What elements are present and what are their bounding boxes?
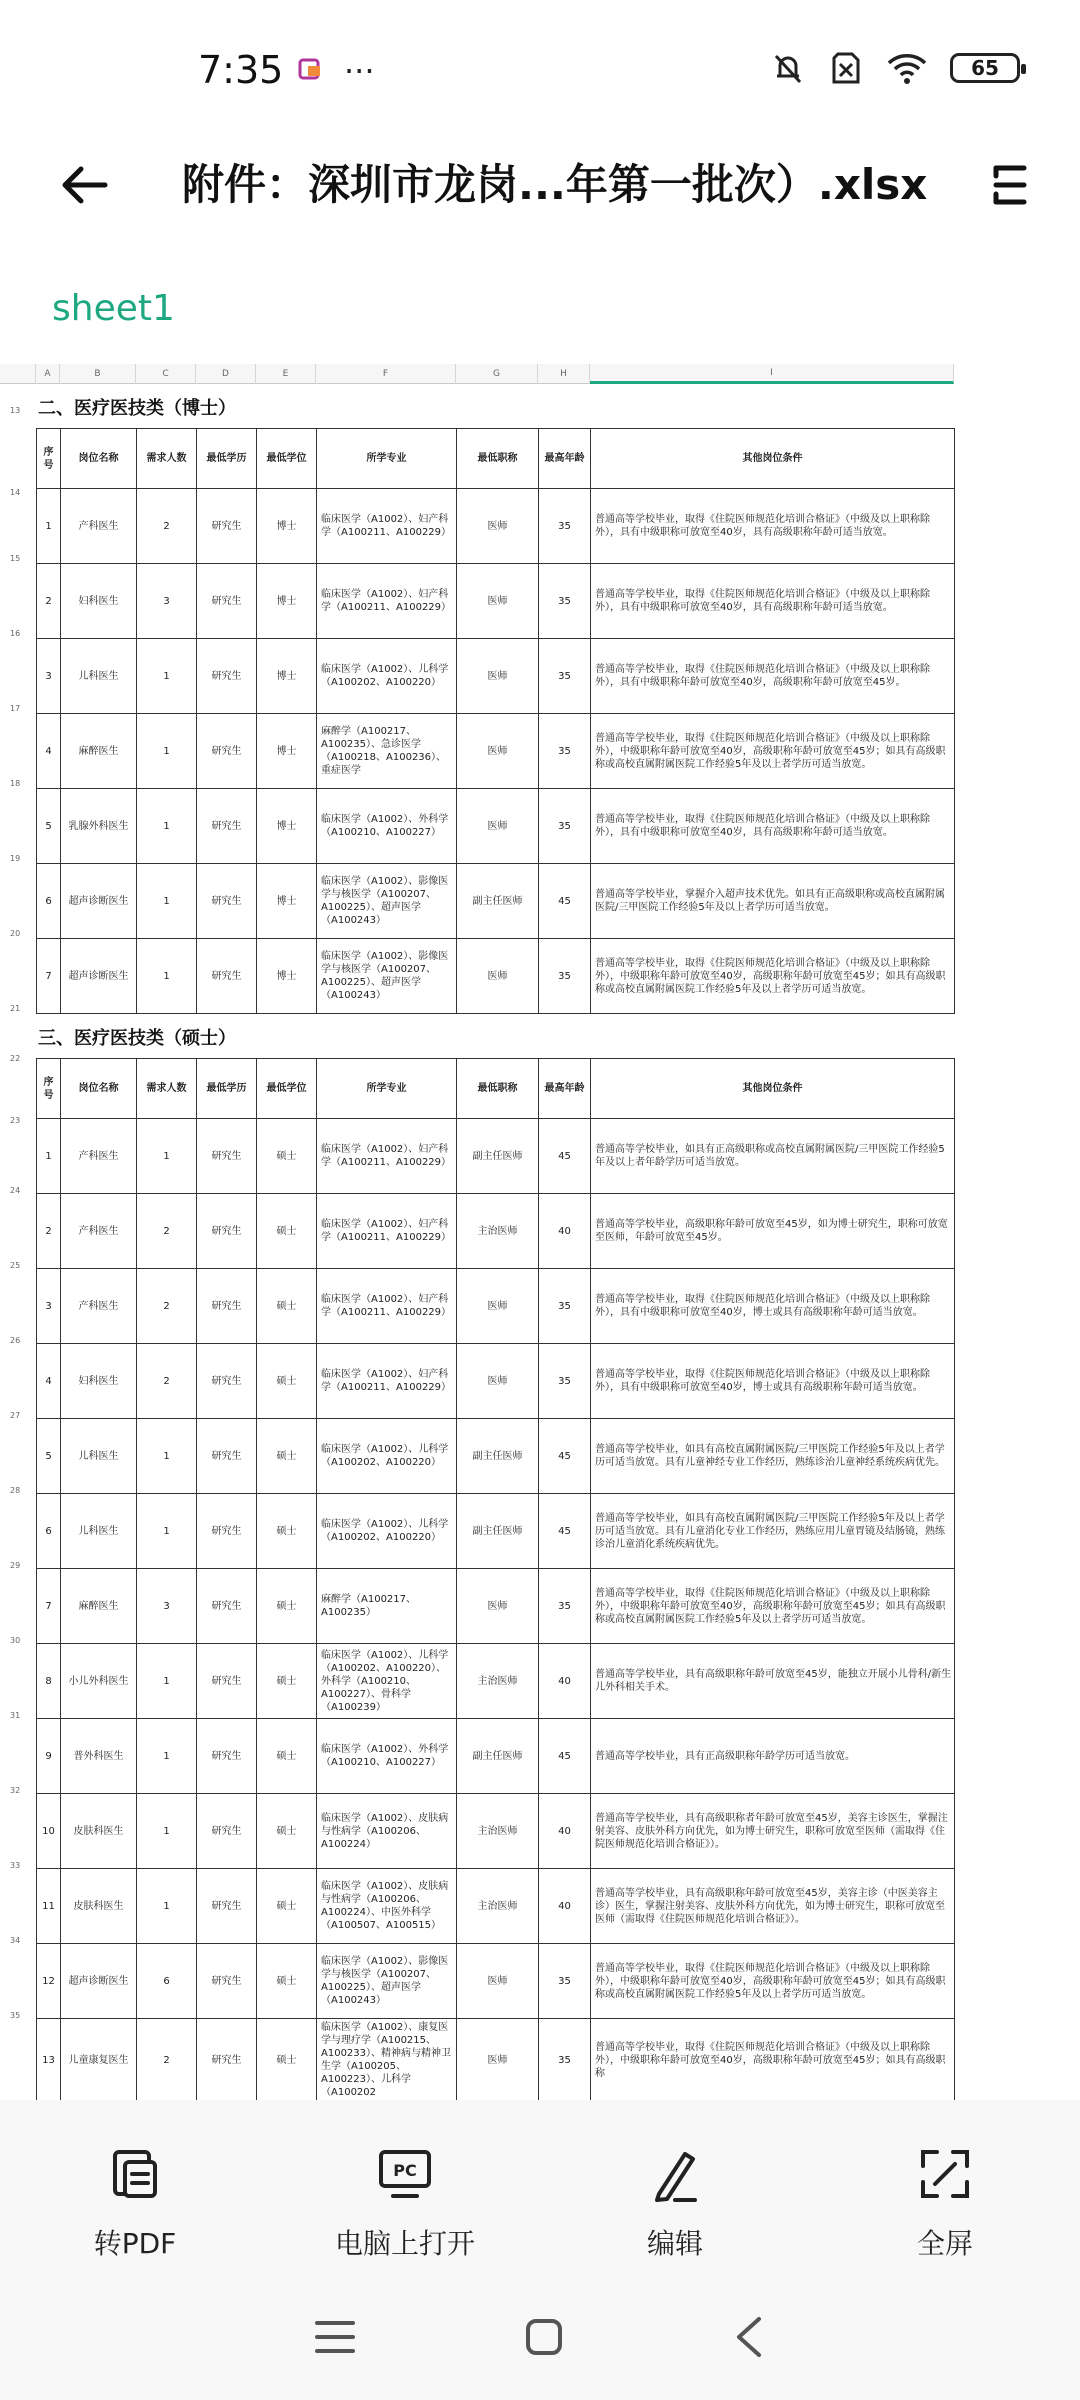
status-bar: [0, 0, 1080, 150]
mute-bell-icon: [770, 50, 806, 86]
table-cell[interactable]: 研究生: [197, 1569, 257, 1644]
table-cell[interactable]: 2: [137, 1344, 197, 1419]
table-cell[interactable]: 9: [37, 1719, 61, 1794]
table-cell[interactable]: 研究生: [197, 864, 257, 939]
table-cell[interactable]: 研究生: [197, 1719, 257, 1794]
row-number[interactable]: 35: [10, 2011, 21, 2020]
table-cell[interactable]: 普通高等学校毕业，取得《住院医师规范化培训合格证》（中级及以上职称除外），具有中级职称可放宽至40岁，博士或具有高级职称年龄可适当放宽。: [591, 1269, 955, 1344]
table-cell[interactable]: 8: [37, 1644, 61, 1719]
table-cell[interactable]: 主治医师: [457, 1794, 539, 1869]
header-cell[interactable]: 最低职称: [457, 1059, 539, 1119]
table-row: [37, 864, 955, 939]
table-cell[interactable]: 博士: [257, 564, 317, 639]
table-cell[interactable]: 10: [37, 1794, 61, 1869]
table-cell[interactable]: 35: [539, 489, 591, 564]
table-cell[interactable]: 硕士: [257, 1644, 317, 1719]
table-row: [37, 1869, 955, 1944]
table-cell[interactable]: 硕士: [257, 1869, 317, 1944]
row-number[interactable]: 30: [10, 1636, 21, 1645]
table-cell[interactable]: 1: [37, 1119, 61, 1194]
master-table: [36, 1058, 955, 2100]
table-cell[interactable]: 1: [137, 639, 197, 714]
row-number[interactable]: 24: [10, 1186, 21, 1195]
wifi-icon: [886, 50, 928, 86]
table-cell[interactable]: 临床医学（A1002）、影像医学与核医学（A100207、A100225）、超声医学（A100243）: [317, 939, 457, 1014]
table-cell[interactable]: 普通高等学校毕业，取得《住院医师规范化培训合格证》（中级及以上职称除外），中级职称年龄可放宽至40岁，高级职称年龄可放宽至45岁；如具有高级职称或高校直属附属医院工作经验5年及以上者学历可适当放宽。: [591, 714, 955, 789]
fullscreen-button[interactable]: [810, 2100, 1080, 2274]
edit-button[interactable]: [540, 2100, 810, 2274]
table-cell[interactable]: 研究生: [197, 1269, 257, 1344]
table-cell[interactable]: 40: [539, 1869, 591, 1944]
row-number[interactable]: 26: [10, 1336, 21, 1345]
table-cell[interactable]: 3: [137, 1569, 197, 1644]
column-header-f[interactable]: F: [316, 364, 456, 384]
table-cell[interactable]: 硕士: [257, 1719, 317, 1794]
column-header-row: [0, 364, 954, 384]
table-cell[interactable]: 普通高等学校毕业，取得《住院医师规范化培训合格证》（中级及以上职称除外），中级职称年龄可放宽至40岁，高级职称年龄可放宽至45岁；如具有高级职称或高校直属附属医院工作经验5年及以上者学历可适当放宽。: [591, 1944, 955, 2019]
table-cell[interactable]: 皮肤科医生: [61, 1794, 137, 1869]
table-cell[interactable]: 研究生: [197, 1494, 257, 1569]
table-cell[interactable]: 2: [137, 1269, 197, 1344]
row-number[interactable]: 15: [10, 554, 21, 563]
header-cell[interactable]: 序号: [37, 429, 61, 489]
table-row: [37, 939, 955, 1014]
table-cell[interactable]: 45: [539, 1119, 591, 1194]
table-cell[interactable]: 2: [37, 564, 61, 639]
spreadsheet-view[interactable]: [0, 364, 1080, 2100]
header-cell[interactable]: 序号: [37, 1059, 61, 1119]
header-cell[interactable]: 最低学历: [197, 429, 257, 489]
table-cell[interactable]: 4: [37, 714, 61, 789]
table-cell[interactable]: 临床医学（A1002）、妇产科学（A100211、A100229）: [317, 1344, 457, 1419]
status-right-icons: [770, 50, 1020, 86]
table-cell[interactable]: 儿童康复医生: [61, 2019, 137, 2101]
table-cell[interactable]: 麻醉学（A100217、A100235）: [317, 1569, 457, 1644]
table-cell[interactable]: 2: [137, 2019, 197, 2101]
table-cell[interactable]: 普外科医生: [61, 1719, 137, 1794]
to-pdf-label: 转PDF: [93, 2227, 177, 2260]
table-cell[interactable]: 普通高等学校毕业，具有高级职称年龄可放宽至45岁，美容主诊（中医美容主诊）医生，掌握注射美容、皮肤外科方向优先，如为博士研究生，职称可放宽至医师（需取得《住院医师规范化培训合格证》）。: [591, 1869, 955, 1944]
table-cell[interactable]: 11: [37, 1869, 61, 1944]
table-cell[interactable]: 40: [539, 1194, 591, 1269]
row-number[interactable]: 13: [10, 406, 21, 415]
header-cell[interactable]: 所学专业: [317, 1059, 457, 1119]
home-icon[interactable]: [524, 2317, 564, 2357]
table-cell[interactable]: 硕士: [257, 1419, 317, 1494]
table-header-row: [37, 1059, 955, 1119]
table-cell[interactable]: 小儿外科医生: [61, 1644, 137, 1719]
table-cell[interactable]: 普通高等学校毕业，掌握介入超声技术优先。如具有正高级职称或高校直属附属医院/三甲医院工作经验5年及以上者学历可适当放宽。: [591, 864, 955, 939]
table-cell[interactable]: 1: [137, 1494, 197, 1569]
table-cell[interactable]: 1: [137, 1419, 197, 1494]
table-cell[interactable]: 3: [137, 564, 197, 639]
row-number[interactable]: 28: [10, 1486, 21, 1495]
table-cell[interactable]: 硕士: [257, 1944, 317, 2019]
table-cell[interactable]: 研究生: [197, 2019, 257, 2101]
table-cell[interactable]: 35: [539, 1269, 591, 1344]
table-cell[interactable]: 40: [539, 1794, 591, 1869]
table-cell[interactable]: 2: [137, 1194, 197, 1269]
table-cell[interactable]: 研究生: [197, 939, 257, 1014]
table-cell[interactable]: 研究生: [197, 1644, 257, 1719]
table-cell[interactable]: 3: [37, 1269, 61, 1344]
table-cell[interactable]: 普通高等学校毕业，取得《住院医师规范化培训合格证》（中级及以上职称除外），具有中级职称可放宽至40岁，博士或具有高级职称年龄可适当放宽。: [591, 1344, 955, 1419]
edit-label: 编辑: [646, 2227, 703, 2260]
table-cell[interactable]: 硕士: [257, 1794, 317, 1869]
table-row: [37, 789, 955, 864]
table-row: [37, 1119, 955, 1194]
battery-indicator: 65: [950, 53, 1020, 83]
table-cell[interactable]: 2: [37, 1194, 61, 1269]
status-time: 7:35: [198, 48, 284, 92]
table-cell[interactable]: 2: [137, 489, 197, 564]
table-cell[interactable]: 儿科医生: [61, 1419, 137, 1494]
pdf-convert-icon: [105, 2144, 165, 2204]
table-cell[interactable]: 研究生: [197, 1794, 257, 1869]
row-number[interactable]: 14: [10, 488, 21, 497]
table-cell[interactable]: 产科医生: [61, 1269, 137, 1344]
back-nav-icon[interactable]: [731, 2315, 767, 2359]
table-cell[interactable]: 妇科医生: [61, 564, 137, 639]
table-cell[interactable]: 研究生: [197, 1419, 257, 1494]
table-cell[interactable]: 临床医学（A1002）、影像医学与核医学（A100207、A100225）、超声医学（A100243）: [317, 1944, 457, 2019]
table-cell[interactable]: 35: [539, 1344, 591, 1419]
row-number[interactable]: 17: [10, 704, 21, 713]
table-cell[interactable]: 1: [137, 714, 197, 789]
row-number[interactable]: 16: [10, 629, 21, 638]
back-button[interactable]: [50, 150, 120, 220]
table-cell[interactable]: 产科医生: [61, 1119, 137, 1194]
table-cell[interactable]: 副主任医师: [457, 1494, 539, 1569]
table-cell[interactable]: 普通高等学校毕业，如具有正高级职称或高校直属附属医院/三甲医院工作经验5年及以上者年龄学历可适当放宽。: [591, 1119, 955, 1194]
header-cell[interactable]: 所学专业: [317, 429, 457, 489]
table-cell[interactable]: 6: [37, 864, 61, 939]
row-number[interactable]: 32: [10, 1786, 21, 1795]
to-pdf-button[interactable]: [0, 2100, 270, 2274]
no-sim-icon: [828, 50, 864, 86]
table-cell[interactable]: 研究生: [197, 489, 257, 564]
table-cell[interactable]: 主治医师: [457, 1194, 539, 1269]
table-cell[interactable]: 副主任医师: [457, 1719, 539, 1794]
bottom-toolbar: [0, 2100, 1080, 2274]
row-number[interactable]: 19: [10, 854, 21, 863]
header-cell[interactable]: 其他岗位条件: [591, 429, 955, 489]
column-header-d[interactable]: D: [196, 364, 256, 384]
table-cell[interactable]: 硕士: [257, 1494, 317, 1569]
table-cell[interactable]: 7: [37, 1569, 61, 1644]
table-cell[interactable]: 医师: [457, 489, 539, 564]
open-on-pc-label: 电脑上打开: [334, 2227, 475, 2260]
table-cell[interactable]: 副主任医师: [457, 1419, 539, 1494]
table-cell[interactable]: 研究生: [197, 1119, 257, 1194]
table-row: [37, 2019, 955, 2101]
table-cell[interactable]: 5: [37, 1419, 61, 1494]
table-cell[interactable]: 普通高等学校毕业，具有高级职称者年龄可放宽至45岁，美容主诊医生，掌握注射美容、皮肤外科方向优先，如为博士研究生，职称可放宽至医师（需取得《住院医师规范化培训合格证》）。: [591, 1794, 955, 1869]
document-title: 附件：深圳市龙岗...年第一批次）.xlsx: [182, 160, 928, 209]
table-cell[interactable]: 临床医学（A1002）、影像医学与核医学（A100207、A100225）、超声医学（A100243）: [317, 864, 457, 939]
table-cell[interactable]: 45: [539, 1419, 591, 1494]
table-cell[interactable]: 普通高等学校毕业，具有正高级职称年龄学历可适当放宽。: [591, 1719, 955, 1794]
table-cell[interactable]: 普通高等学校毕业，取得《住院医师规范化培训合格证》（中级及以上职称除外），具有中级职称可放宽至40岁，具有高级职称年龄可适当放宽。: [591, 564, 955, 639]
header-cell[interactable]: 其他岗位条件: [591, 1059, 955, 1119]
table-cell[interactable]: 临床医学（A1002）、儿科学（A100202、A100220）、外科学（A100210、A100227）、骨科学（A100239）: [317, 1644, 457, 1719]
row-number[interactable]: 18: [10, 779, 21, 788]
table-cell[interactable]: 产科医生: [61, 1194, 137, 1269]
row-number[interactable]: 20: [10, 929, 21, 938]
table-cell[interactable]: 医师: [457, 939, 539, 1014]
table-cell[interactable]: 普通高等学校毕业，取得《住院医师规范化培训合格证》（中级及以上职称除外），具有中级职称年龄可放宽至40岁，高级职称年龄可放宽至45岁。: [591, 639, 955, 714]
system-nav-bar: [0, 2274, 1080, 2400]
table-cell[interactable]: 儿科医生: [61, 1494, 137, 1569]
table-cell[interactable]: 临床医学（A1002）、儿科学（A100202、A100220）: [317, 1494, 457, 1569]
table-cell[interactable]: 35: [539, 789, 591, 864]
table-cell[interactable]: 普通高等学校毕业，如具有高校直属附属医院/三甲医院工作经验5年及以上者学历可适当放宽。具有儿童消化专业工作经历，熟练应用儿童胃镜及结肠镜，熟练诊治儿童消化系统疾病优先。: [591, 1494, 955, 1569]
table-cell[interactable]: 普通高等学校毕业，高级职称年龄可放宽至45岁，如为博士研究生，职称可放宽至医师，年龄可放宽至45岁。: [591, 1194, 955, 1269]
table-cell[interactable]: 医师: [457, 1344, 539, 1419]
section-title-master: 三、医疗医技类（硕士）: [38, 1028, 236, 1049]
column-header-g[interactable]: G: [456, 364, 538, 384]
table-cell[interactable]: 13: [37, 2019, 61, 2101]
table-cell[interactable]: 临床医学（A1002）、妇产科学（A100211、A100229）: [317, 1269, 457, 1344]
table-cell[interactable]: 超声诊断医生: [61, 1944, 137, 2019]
table-cell[interactable]: 3: [37, 639, 61, 714]
header-cell[interactable]: 最高年龄: [539, 429, 591, 489]
table-row: [37, 489, 955, 564]
table-cell[interactable]: 35: [539, 564, 591, 639]
table-cell[interactable]: 45: [539, 1719, 591, 1794]
header-cell[interactable]: 最低学位: [257, 1059, 317, 1119]
table-row: [37, 1344, 955, 1419]
table-row: [37, 1494, 955, 1569]
row-number[interactable]: 27: [10, 1411, 21, 1420]
header-cell[interactable]: 最低学历: [197, 1059, 257, 1119]
table-cell[interactable]: 临床医学（A1002）、皮肤病与性病学（A100206、A100224）、中医外科学（A100507、A100515）: [317, 1869, 457, 1944]
table-cell[interactable]: 6: [137, 1944, 197, 2019]
table-cell[interactable]: 硕士: [257, 1344, 317, 1419]
table-cell[interactable]: 硕士: [257, 1119, 317, 1194]
menu-button[interactable]: [980, 152, 1040, 218]
table-cell[interactable]: 35: [539, 639, 591, 714]
table-cell[interactable]: 35: [539, 2019, 591, 2101]
table-cell[interactable]: 皮肤科医生: [61, 1869, 137, 1944]
header-cell[interactable]: 岗位名称: [61, 429, 137, 489]
table-cell[interactable]: 临床医学（A1002）、妇产科学（A100211、A100229）: [317, 1194, 457, 1269]
table-cell[interactable]: 普通高等学校毕业，如具有高校直属附属医院/三甲医院工作经验5年及以上者学历可适当放宽。具有儿童神经专业工作经历，熟练诊治儿童神经系统疾病优先。: [591, 1419, 955, 1494]
section-title-phd: 二、医疗医技类（博士）: [38, 398, 236, 419]
table-cell[interactable]: 副主任医师: [457, 864, 539, 939]
sheet-tab[interactable]: sheet1: [52, 288, 175, 329]
table-row: [37, 1569, 955, 1644]
table-cell[interactable]: 1: [137, 1869, 197, 1944]
table-cell[interactable]: 妇科医生: [61, 1344, 137, 1419]
table-cell[interactable]: 5: [37, 789, 61, 864]
table-cell[interactable]: 研究生: [197, 714, 257, 789]
table-cell[interactable]: 研究生: [197, 789, 257, 864]
table-cell[interactable]: 1: [137, 939, 197, 1014]
table-cell[interactable]: 临床医学（A1002）、妇产科学（A100211、A100229）: [317, 564, 457, 639]
table-cell[interactable]: 临床医学（A1002）、儿科学（A100202、A100220）: [317, 1419, 457, 1494]
table-header-row: [37, 429, 955, 489]
table-cell[interactable]: 临床医学（A1002）、外科学（A100210、A100227）: [317, 1719, 457, 1794]
column-header-h[interactable]: H: [538, 364, 590, 384]
column-header-a[interactable]: A: [36, 364, 60, 384]
pen-icon: [645, 2144, 705, 2204]
column-header-c[interactable]: C: [136, 364, 196, 384]
table-cell[interactable]: 1: [137, 1119, 197, 1194]
table-cell[interactable]: 35: [539, 939, 591, 1014]
table-cell[interactable]: 1: [137, 1719, 197, 1794]
table-cell[interactable]: 硕士: [257, 1269, 317, 1344]
table-row: [37, 639, 955, 714]
table-cell[interactable]: 普通高等学校毕业，取得《住院医师规范化培训合格证》（中级及以上职称除外），具有中级职称可放宽至40岁，具有高级职称年龄可适当放宽。: [591, 489, 955, 564]
open-on-pc-button[interactable]: [270, 2100, 540, 2274]
table-cell[interactable]: 医师: [457, 1269, 539, 1344]
table-cell[interactable]: 研究生: [197, 1944, 257, 2019]
row-number[interactable]: 23: [10, 1116, 21, 1125]
table-cell[interactable]: 临床医学（A1002）、妇产科学（A100211、A100229）: [317, 489, 457, 564]
pc-icon: [375, 2144, 435, 2204]
table-cell[interactable]: 临床医学（A1002）、皮肤病与性病学（A100206、A100224）: [317, 1794, 457, 1869]
table-row: [37, 564, 955, 639]
table-cell[interactable]: 医师: [457, 1569, 539, 1644]
table-row: [37, 1419, 955, 1494]
header-cell[interactable]: 最高年龄: [539, 1059, 591, 1119]
header-cell[interactable]: 最低学位: [257, 429, 317, 489]
svg-text:PC: PC: [393, 2161, 417, 2180]
back-arrow-icon: [57, 157, 113, 213]
table-cell[interactable]: 博士: [257, 939, 317, 1014]
table-row: [37, 1194, 955, 1269]
header-cell[interactable]: 需求人数: [137, 1059, 197, 1119]
table-row: [37, 1644, 955, 1719]
title-bar: [0, 130, 1080, 240]
table-cell[interactable]: 1: [137, 1644, 197, 1719]
row-number[interactable]: 25: [10, 1261, 21, 1270]
table-cell[interactable]: 儿科医生: [61, 639, 137, 714]
table-cell[interactable]: 12: [37, 1944, 61, 2019]
table-cell[interactable]: 45: [539, 1494, 591, 1569]
table-cell[interactable]: 研究生: [197, 1869, 257, 1944]
menu-icon: [990, 162, 1030, 208]
table-cell[interactable]: 1: [137, 789, 197, 864]
table-cell[interactable]: 医师: [457, 714, 539, 789]
table-cell[interactable]: 研究生: [197, 564, 257, 639]
table-row: [37, 714, 955, 789]
table-cell[interactable]: 1: [137, 1794, 197, 1869]
table-cell[interactable]: 硕士: [257, 2019, 317, 2101]
table-cell[interactable]: 博士: [257, 789, 317, 864]
table-cell[interactable]: 45: [539, 864, 591, 939]
fullscreen-label: 全屏: [916, 2227, 973, 2260]
table-cell[interactable]: 6: [37, 1494, 61, 1569]
fullscreen-icon: [915, 2144, 975, 2204]
row-number[interactable]: 31: [10, 1711, 21, 1720]
table-cell[interactable]: 副主任医师: [457, 1119, 539, 1194]
table-cell[interactable]: 7: [37, 939, 61, 1014]
table-cell[interactable]: 乳腺外科医生: [61, 789, 137, 864]
table-cell[interactable]: 1: [37, 489, 61, 564]
table-cell[interactable]: 临床医学（A1002）、康复医学与理疗学（A100215、A100233）、精神病与精神卫生学（A100205、A100223）、儿科学（A100202: [317, 2019, 457, 2101]
table-cell[interactable]: 麻醉学（A100217、A100235）、急诊医学（A100218、A100236）、重症医学: [317, 714, 457, 789]
column-header-b[interactable]: B: [60, 364, 136, 384]
header-cell[interactable]: 最低职称: [457, 429, 539, 489]
corner-cell: [0, 364, 36, 384]
more-notifications: ···: [344, 52, 375, 90]
table-row: [37, 1794, 955, 1869]
table-cell[interactable]: 超声诊断医生: [61, 864, 137, 939]
table-cell[interactable]: 40: [539, 1644, 591, 1719]
row-number[interactable]: 33: [10, 1861, 21, 1870]
table-cell[interactable]: 博士: [257, 489, 317, 564]
table-cell[interactable]: 主治医师: [457, 1644, 539, 1719]
row-number[interactable]: 29: [10, 1561, 21, 1570]
table-cell[interactable]: 普通高等学校毕业，取得《住院医师规范化培训合格证》（中级及以上职称除外），中级职称年龄可放宽至40岁，高级职称年龄可放宽至45岁；如具有高级职称: [591, 2019, 955, 2101]
table-cell[interactable]: 麻醉医生: [61, 714, 137, 789]
table-cell[interactable]: 硕士: [257, 1194, 317, 1269]
table-cell[interactable]: 医师: [457, 564, 539, 639]
table-cell[interactable]: 医师: [457, 789, 539, 864]
table-cell[interactable]: 普通高等学校毕业，具有高级职称年龄可放宽至45岁，能独立开展小儿骨科/新生儿外科相关手术。: [591, 1644, 955, 1719]
table-cell[interactable]: 1: [137, 864, 197, 939]
table-cell[interactable]: 超声诊断医生: [61, 939, 137, 1014]
table-cell[interactable]: 临床医学（A1002）、儿科学（A100202、A100220）: [317, 639, 457, 714]
table-cell[interactable]: 35: [539, 714, 591, 789]
status-left-icons: [296, 52, 375, 90]
table-cell[interactable]: 普通高等学校毕业，取得《住院医师规范化培训合格证》（中级及以上职称除外），具有中级职称可放宽至40岁，具有高级职称年龄可适当放宽。: [591, 789, 955, 864]
column-header-e[interactable]: E: [256, 364, 316, 384]
table-cell[interactable]: 4: [37, 1344, 61, 1419]
phd-table: [36, 428, 955, 1014]
table-cell[interactable]: 博士: [257, 714, 317, 789]
table-cell[interactable]: 普通高等学校毕业，取得《住院医师规范化培训合格证》（中级及以上职称除外），中级职称年龄可放宽至40岁，高级职称年龄可放宽至45岁；如具有高级职称或高校直属附属医院工作经验5年及以上者学历可适当放宽。: [591, 1569, 955, 1644]
table-cell[interactable]: 研究生: [197, 1344, 257, 1419]
table-row: [37, 1944, 955, 2019]
row-number[interactable]: 21: [10, 1004, 21, 1013]
table-cell[interactable]: 研究生: [197, 1194, 257, 1269]
row-number[interactable]: 34: [10, 1936, 21, 1945]
table-cell[interactable]: 博士: [257, 864, 317, 939]
table-cell[interactable]: 临床医学（A1002）、外科学（A100210、A100227）: [317, 789, 457, 864]
table-cell[interactable]: 医师: [457, 639, 539, 714]
app-notification-icon: [296, 54, 326, 88]
table-cell[interactable]: 35: [539, 1569, 591, 1644]
table-row: [37, 1719, 955, 1794]
recents-icon[interactable]: [313, 2317, 357, 2357]
table-cell[interactable]: 医师: [457, 1944, 539, 2019]
table-cell[interactable]: 医师: [457, 2019, 539, 2101]
row-number[interactable]: 22: [10, 1054, 21, 1063]
table-cell[interactable]: 普通高等学校毕业，取得《住院医师规范化培训合格证》（中级及以上职称除外），中级职称年龄可放宽至40岁，高级职称年龄可放宽至45岁；如具有高级职称或高校直属附属医院工作经验5年及以上者学历可适当放宽。: [591, 939, 955, 1014]
table-cell[interactable]: 35: [539, 1944, 591, 2019]
table-cell[interactable]: 主治医师: [457, 1869, 539, 1944]
table-cell[interactable]: 麻醉医生: [61, 1569, 137, 1644]
table-cell[interactable]: 硕士: [257, 1569, 317, 1644]
header-cell[interactable]: 需求人数: [137, 429, 197, 489]
table-cell[interactable]: 博士: [257, 639, 317, 714]
column-header-i[interactable]: I: [590, 364, 954, 384]
table-cell[interactable]: 临床医学（A1002）、妇产科学（A100211、A100229）: [317, 1119, 457, 1194]
header-cell[interactable]: 岗位名称: [61, 1059, 137, 1119]
table-row: [37, 1269, 955, 1344]
table-cell[interactable]: 研究生: [197, 639, 257, 714]
table-cell[interactable]: 产科医生: [61, 489, 137, 564]
